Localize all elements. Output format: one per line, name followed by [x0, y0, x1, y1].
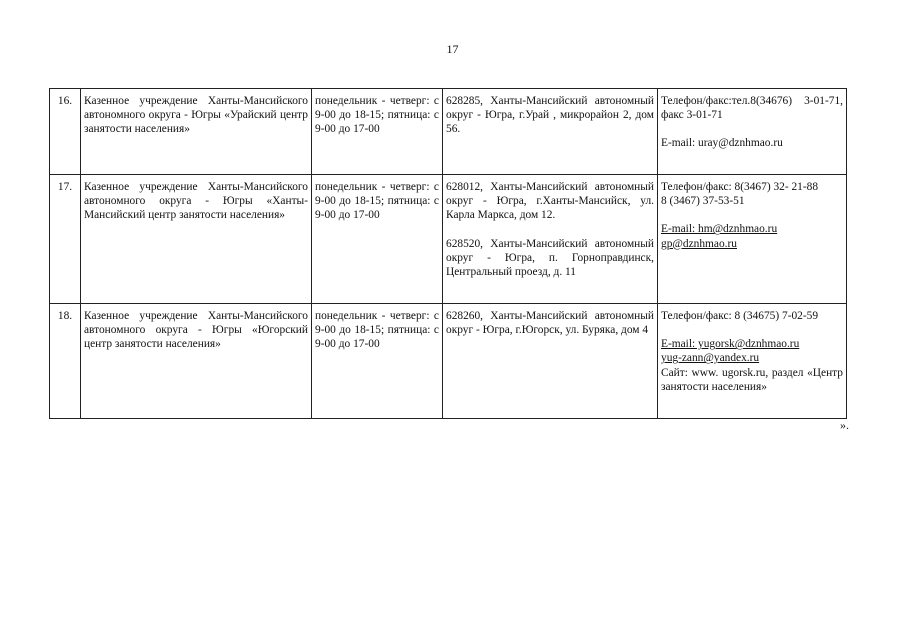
table-row: [50, 304, 847, 419]
row-number: 16.: [50, 89, 81, 175]
email-link-secondary[interactable]: yug-zann@yandex.ru: [661, 352, 760, 365]
working-hours: понедельник - четверг: с 9-00 до 18-15; пятница: с 9-00 до 17-00: [312, 304, 443, 419]
working-hours: понедельник - четверг: с 9-00 до 18-15; пятница: с 9-00 до 17-00: [312, 175, 443, 304]
email: E-mail: uray@dznhmao.ru: [661, 137, 783, 150]
address: 628260, Ханты-Мансийский автономный округ - Югра, г.Югорск, ул. Буряка, дом 4: [446, 310, 654, 337]
employment-centers-table: [49, 88, 847, 419]
institution-name: Казенное учреждение Ханты-Мансийского автономного округа - Югры «Ханты-Мансийский центр занятости населения»: [81, 175, 312, 304]
row-number: 17.: [50, 175, 81, 304]
email-link[interactable]: E-mail: hm@dznhmao.ru: [661, 223, 778, 236]
address-cell: [443, 89, 658, 175]
address: 628012, Ханты-Мансийский автономный округ - Югра, г.Ханты-Мансийск, ул. Карла Маркса, дом 12.: [446, 181, 654, 222]
phone-secondary: 8 (3467) 37-53-51: [661, 195, 745, 208]
address-secondary: 628520, Ханты-Мансийский автономный округ - Югра, п. Горноправдинск, Центральный проезд, д. 11: [446, 237, 654, 279]
phone-fax: Телефон/факс:тел.8(34676) 3-01-71, факс 3-01-71: [661, 95, 843, 122]
contacts-cell: [658, 175, 847, 304]
email-link-secondary[interactable]: gp@dznhmao.ru: [661, 237, 737, 250]
row-number: 18.: [50, 304, 81, 419]
closing-quote-mark: ».: [840, 418, 849, 432]
table-row: [50, 175, 847, 304]
page-number: 17: [446, 42, 459, 56]
contacts-cell: [658, 89, 847, 175]
address: 628285, Ханты-Мансийский автономный округ - Югра, г.Урай , микрорайон 2, дом 56.: [446, 95, 654, 136]
institution-name: Казенное учреждение Ханты-Мансийского автономного округа - Югры «Югорский центр занятости населения»: [81, 304, 312, 419]
phone-fax: Телефон/факс: 8 (34675) 7-02-59: [661, 310, 819, 322]
phone-fax: Телефон/факс: 8(3467) 32- 21-88: [661, 181, 819, 193]
working-hours: понедельник - четверг: с 9-00 до 18-15; пятница: с 9-00 до 17-00: [312, 89, 443, 175]
contacts-cell: [658, 304, 847, 419]
address-cell: [443, 304, 658, 419]
institution-name: Казенное учреждение Ханты-Мансийского автономного округа - Югры «Урайский центр занятости населения»: [81, 89, 312, 175]
table-row: [50, 89, 847, 175]
address-cell: [443, 175, 658, 304]
email-link[interactable]: E-mail: yugorsk@dznhmao.ru: [661, 338, 800, 351]
website: Сайт: www. ugorsk.ru, раздел «Центр занятости населения»: [661, 366, 843, 393]
